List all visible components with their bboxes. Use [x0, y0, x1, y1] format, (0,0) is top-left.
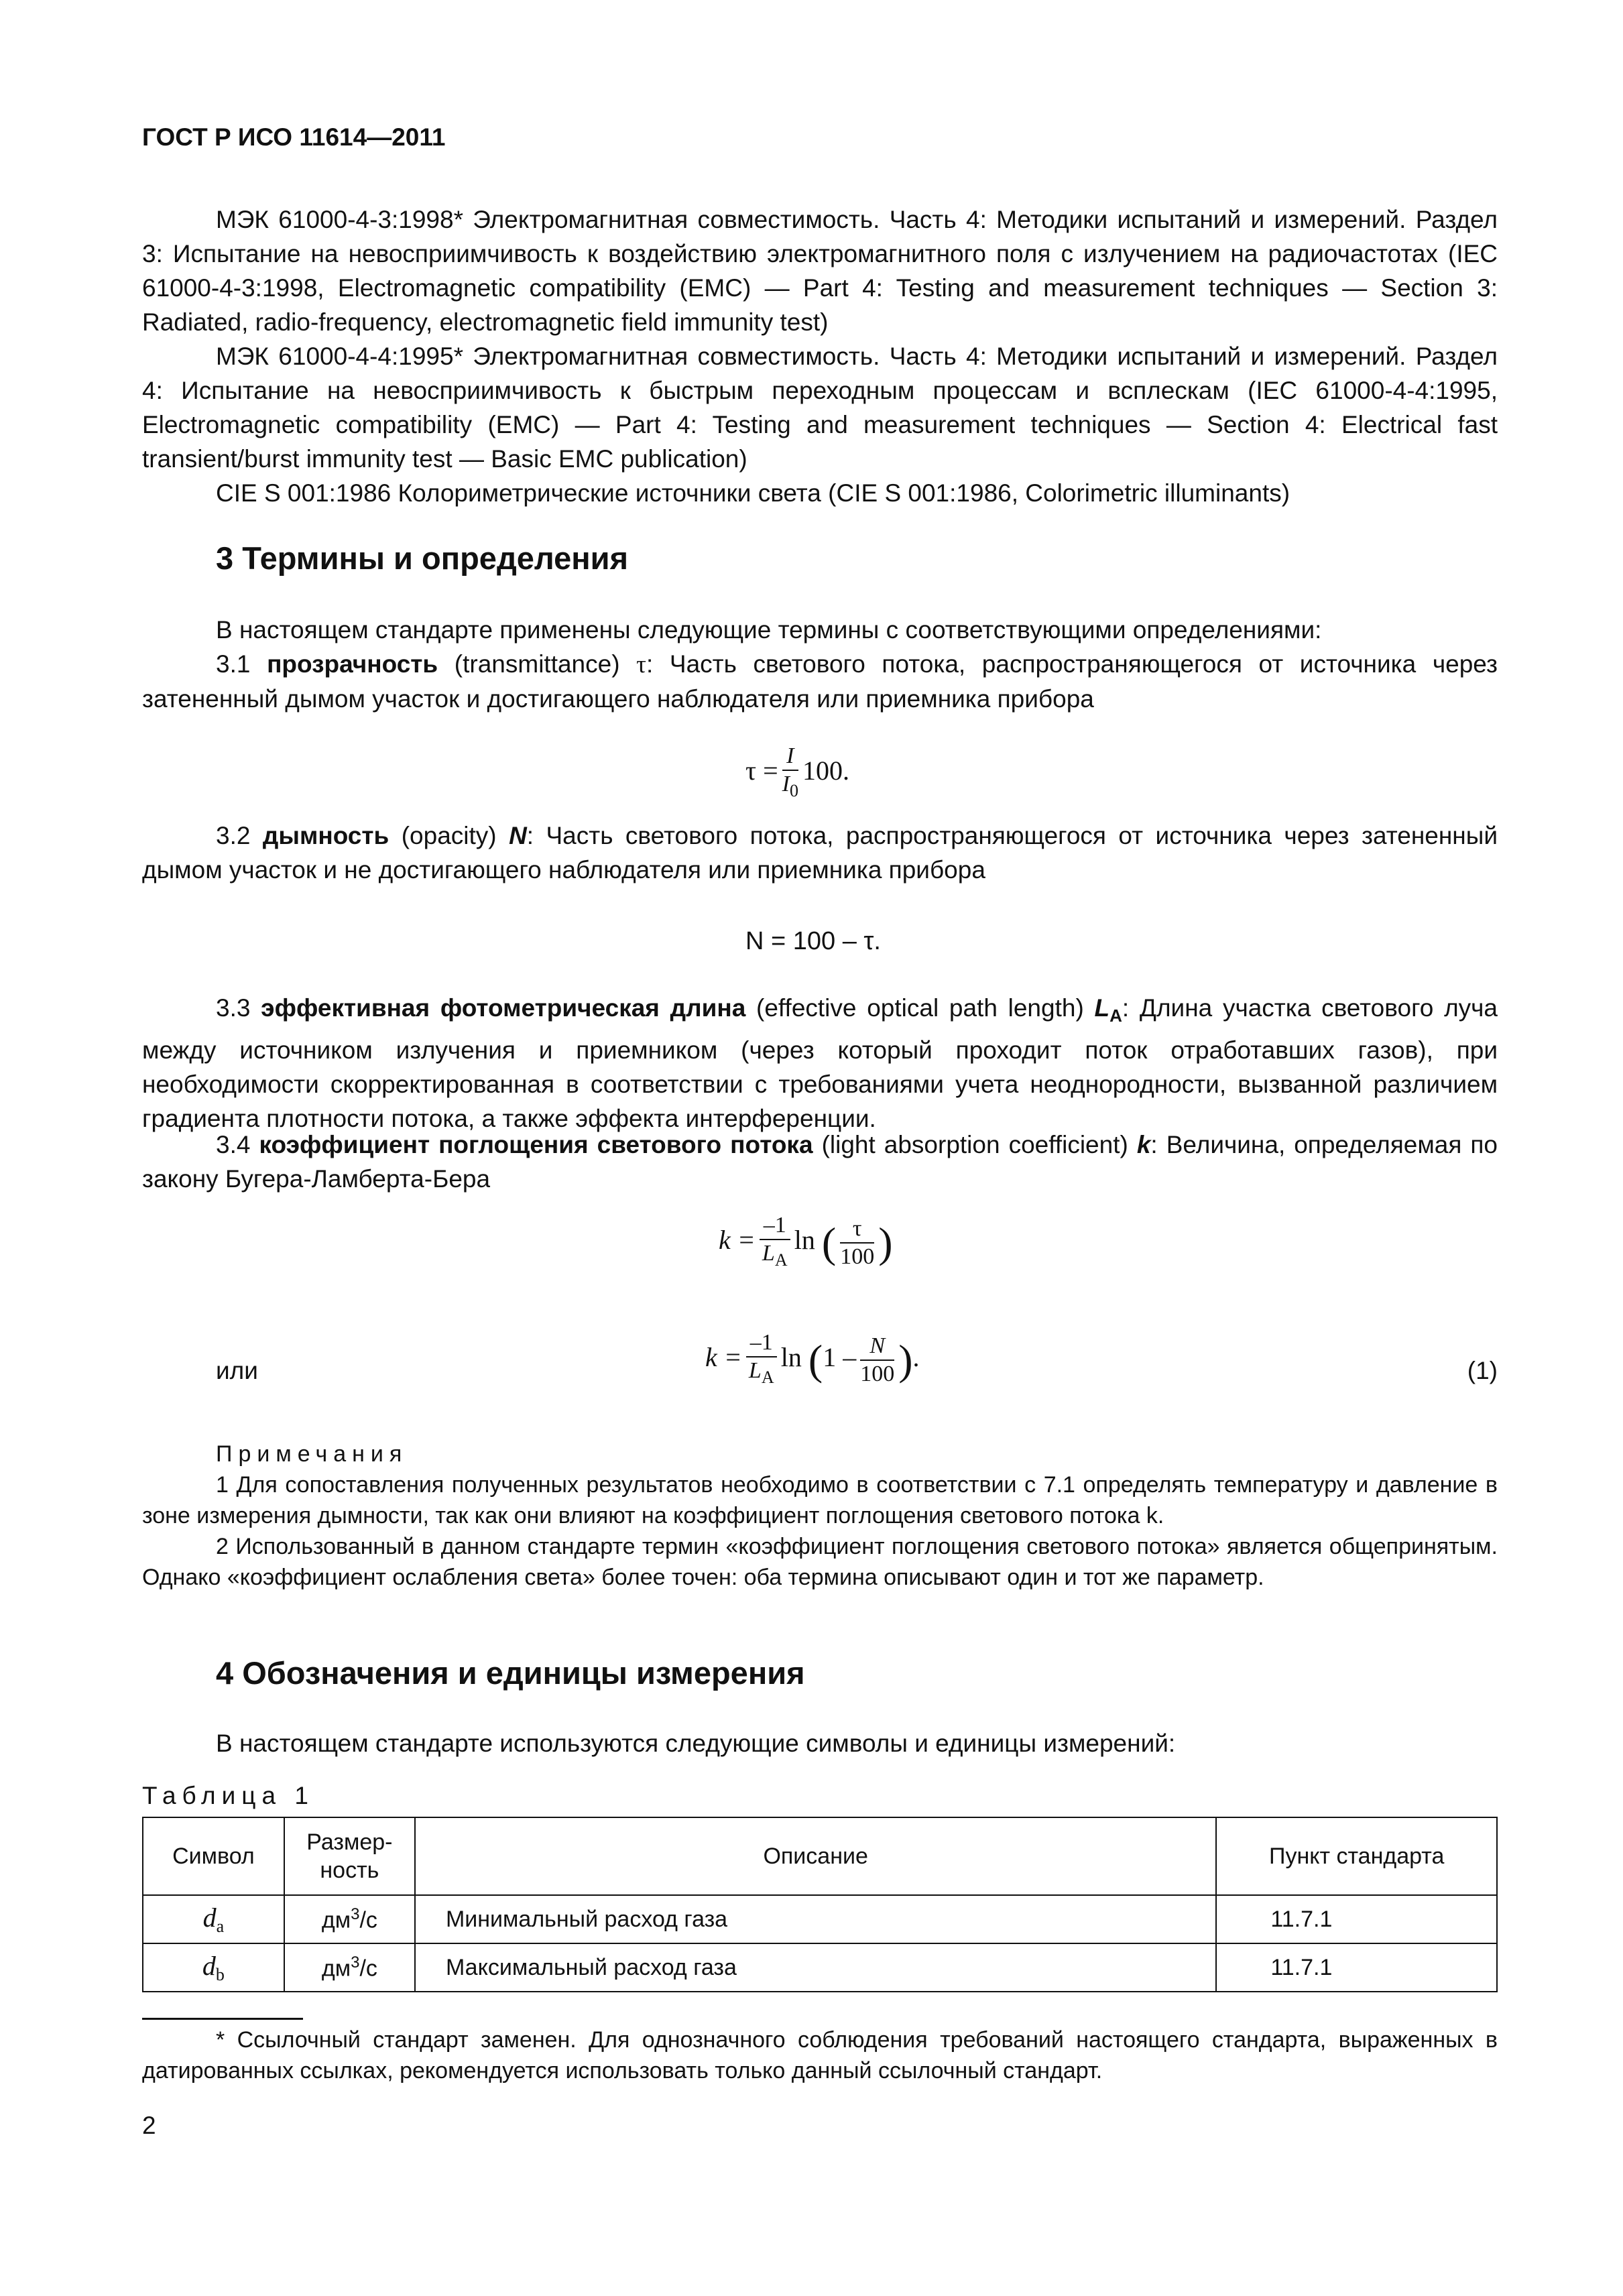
- table-header-row: [143, 1817, 1497, 1895]
- formula-absorption-tau-inner-numerator: τ: [840, 1215, 874, 1244]
- term-3-3: [142, 991, 1498, 1136]
- dimension-sup: 3: [351, 1953, 360, 1972]
- footnote-separator: [142, 2018, 303, 2020]
- reference-cie-s-001: CIE S 001:1986 Колориметрические источники света (CIE S 001:1986, Colorimetric illuminants): [216, 479, 1290, 507]
- symbol-text: d: [202, 1902, 217, 1933]
- dimension-tail: /с: [359, 1907, 377, 1933]
- symbol-sub: b: [215, 1965, 225, 1984]
- or-label: или: [216, 1357, 258, 1384]
- term-3-1: [142, 647, 1498, 716]
- term-3-4-name: коэффициент поглощения светового потока: [259, 1131, 813, 1158]
- formula-absorption-opacity-denominator: L: [748, 1358, 762, 1383]
- table-cell-description: Минимальный расход газа: [415, 1895, 1216, 1943]
- term-3-4-english: (light absorption coefficient): [821, 1131, 1128, 1158]
- dimension-text: дм: [321, 1955, 351, 1982]
- term-3-1-number: 3.1: [216, 650, 251, 678]
- term-3-2-number: 3.2: [216, 822, 251, 849]
- formula-absorption-tau-ln: ln: [794, 1225, 815, 1256]
- term-3-1-english: (transmittance): [454, 650, 620, 678]
- term-3-2-name: дымность: [262, 822, 389, 849]
- footnote: * Ссылочный стандарт заменен. Для однозначного соблюдения требований настоящего стандарта, выраженных в датированных ссылках, рекомендуется использовать только данный ссылочный стандарт.: [142, 2027, 1498, 2083]
- formula-absorption-opacity-lhs: k =: [705, 1342, 742, 1373]
- term-3-1-symbol: τ: [636, 651, 647, 678]
- formula-transmittance-lhs: τ =: [745, 756, 778, 786]
- formula-absorption-opacity-one: 1 –: [823, 1342, 857, 1373]
- table-header-reference: Пункт стандарта: [1216, 1817, 1497, 1895]
- term-3-1-definition: : Часть светового потока, распространяющегося от источника через затененный дымом участок и достигающего наблюдателя или приемника прибора: [142, 650, 1498, 713]
- formula-absorption-opacity-tail: .: [912, 1342, 920, 1373]
- section-3-intro: В настоящем стандарте применены следующие термины с соответствующими определениями:: [216, 616, 1322, 644]
- formula-absorption-tau-numerator: –1: [760, 1212, 790, 1240]
- formula-absorption-opacity-numerator: –1: [746, 1329, 777, 1357]
- term-3-4-number: 3.4: [216, 1131, 251, 1158]
- term-3-3-number: 3.3: [216, 994, 251, 1022]
- table-header-description: Описание: [415, 1817, 1216, 1895]
- note-1: 1 Для сопоставления полученных результатов необходимо в соответствии с 7.1 определять температуру и давление в зоне измерения дымности, так как они влияют на коэффициент поглощения светового потока k.: [142, 1472, 1498, 1528]
- formula-transmittance-numerator: I: [782, 743, 798, 771]
- formula-absorption-opacity: k = $\frac{-1}{L_A}$ ln (1 – $\frac{N}{100}$ ).: [705, 1330, 920, 1387]
- term-3-1-name: прозрачность: [267, 650, 438, 678]
- term-3-2-symbol: N: [509, 822, 527, 849]
- formula-absorption-tau: k = $\frac{-1}{L_A}$ ln ( $\frac{\tau}{100}$ ): [719, 1213, 893, 1270]
- term-3-3-symbol: L: [1094, 994, 1110, 1022]
- table-1-title: Таблица 1: [142, 1782, 314, 1809]
- table-row: [143, 1943, 1497, 1992]
- formula-absorption-opacity-inner-numerator: N: [860, 1333, 894, 1361]
- term-3-4-symbol: k: [1136, 1131, 1151, 1158]
- formula-absorption-opacity-denominator-sub: A: [761, 1368, 774, 1387]
- formula-absorption-tau-denominator-sub: A: [774, 1250, 788, 1270]
- symbols-table: [142, 1817, 1498, 1992]
- section-4-intro: В настоящем стандарте используются следующие символы и единицы измерений:: [216, 1730, 1176, 1757]
- table-header-dimension-line2: ность: [320, 1858, 379, 1883]
- formula-transmittance: [745, 743, 849, 804]
- reference-iec-61000-4-4: МЭК 61000-4-4:1995* Электромагнитная совместимость. Часть 4: Методики испытаний и измерений. Раздел 4: Испытание на невосприимчивость к быстрым переходным процессам и всплескам (IEC 61000-4-4:1995, Electromagnetic compatibility (EMC) — Part 4: Testing and measurement techniques — Section 4: Electrical fast transient/burst immunity test — Basic EMC publication): [142, 343, 1498, 473]
- dimension-tail: /с: [359, 1955, 377, 1982]
- formula-absorption-opacity-inner-denominator: 100: [860, 1362, 895, 1386]
- note-2: 2 Использованный в данном стандарте термин «коэффициент поглощения светового потока» является общепринятым. Однако «коэффициент ослабления света» более точен: оба термина описывают один и тот же параметр.: [142, 1534, 1498, 1590]
- term-3-2: [142, 819, 1498, 887]
- formula-absorption-opacity-ln: ln: [780, 1342, 802, 1373]
- table-row: [143, 1895, 1497, 1943]
- term-3-3-definition: : Длина участка светового луча между источником излучения и приемником (через который проходит поток отработавших газов), при необходимости скорректированная в соответствии с требованиями учета неоднородности, вызванной различием градиента плотности потока, а также эффекта интерференции.: [142, 994, 1498, 1132]
- table-cell-description: Максимальный расход газа: [415, 1943, 1216, 1992]
- symbol-sub: a: [216, 1917, 225, 1936]
- formula-absorption-tau-lhs: k =: [719, 1225, 756, 1256]
- formula-transmittance-tail: 100.: [802, 756, 849, 786]
- dimension-sup: 3: [351, 1905, 360, 1923]
- table-cell-dimension: [284, 1943, 415, 1992]
- table-cell-symbol: [143, 1943, 284, 1992]
- page-number: 2: [142, 2112, 156, 2139]
- formula-opacity: N = 100 – τ.: [745, 927, 881, 955]
- term-3-4: [142, 1128, 1498, 1196]
- equation-number: (1): [1467, 1357, 1498, 1384]
- table-header-symbol: Символ: [143, 1817, 284, 1895]
- table-header-dimension-line1: Размер-: [306, 1829, 393, 1855]
- table-header-dimension: [284, 1817, 415, 1895]
- section-3-heading: 3 Термины и определения: [216, 540, 628, 576]
- formula-transmittance-denominator: I: [782, 772, 790, 796]
- formula-absorption-tau-denominator: L: [762, 1241, 775, 1266]
- table-cell-reference: 11.7.1: [1216, 1895, 1497, 1943]
- notes-title: Примечания: [216, 1441, 408, 1467]
- term-3-2-english: (opacity): [401, 822, 497, 849]
- table-cell-reference: 11.7.1: [1216, 1943, 1497, 1992]
- table-cell-dimension: [284, 1895, 415, 1943]
- term-3-3-name: эффективная фотометрическая длина: [261, 994, 746, 1022]
- formula-transmittance-denominator-sub: 0: [789, 781, 798, 800]
- table-cell-symbol: [143, 1895, 284, 1943]
- section-4-heading: 4 Обозначения и единицы измерения: [216, 1655, 805, 1691]
- document-page: [142, 0, 1498, 2296]
- term-3-2-definition: : Часть светового потока, распространяющегося от источника через затененный дымом участок и не достигающего наблюдателя или приемника прибора: [142, 822, 1498, 884]
- term-3-3-english: (effective optical path length): [756, 994, 1084, 1022]
- symbol-text: d: [202, 1951, 216, 1981]
- formula-transmittance-fraction: [782, 743, 798, 804]
- document-header: ГОСТ Р ИСО 11614—2011: [142, 123, 446, 151]
- term-3-3-symbol-sub: A: [1109, 1006, 1122, 1026]
- term-3-4-definition: : Величина, определяемая по закону Бугера-Ламберта-Бера: [142, 1131, 1498, 1193]
- reference-iec-61000-4-3: МЭК 61000-4-3:1998* Электромагнитная совместимость. Часть 4: Методики испытаний и измерений. Раздел 3: Испытание на невосприимчивость к воздействию электромагнитного поля с излучением на радиочастотах (IEC 61000-4-3:1998, Electromagnetic compatibility (EMC) — Part 4: Testing and measurement techniques — Section 3: Radiated, radio-frequency, electromagnetic field immunity test): [142, 206, 1498, 336]
- formula-absorption-tau-inner-denominator: 100: [840, 1244, 875, 1269]
- dimension-text: дм: [321, 1907, 351, 1933]
